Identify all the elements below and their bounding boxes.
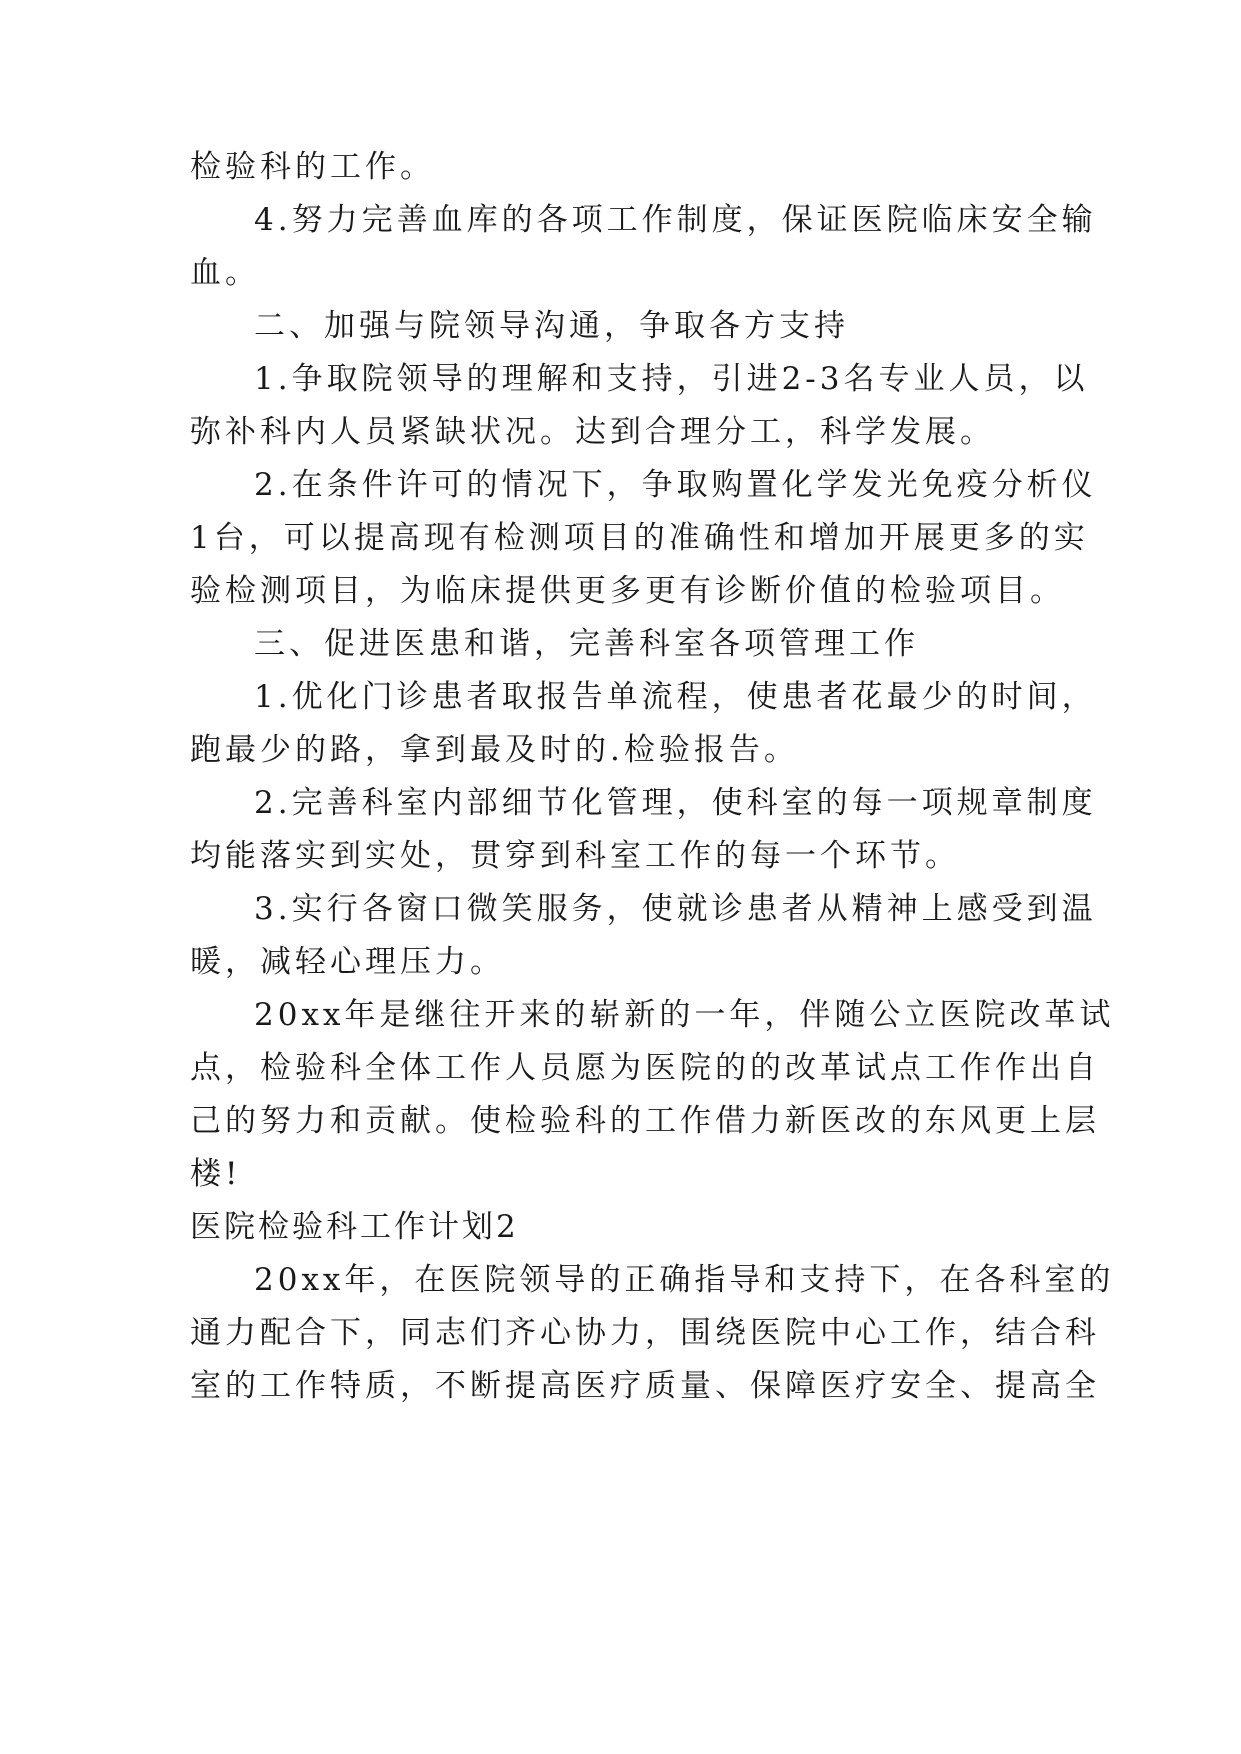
text-line: 1.争取院领导的理解和支持，引进2-3名专业人员，以 <box>254 361 1089 397</box>
document-title: 医院检验科工作计划2 <box>190 1209 519 1245</box>
text-line: 己的努力和贡献。使检验科的工作借力新医改的东风更上层 <box>190 1103 1100 1139</box>
text-line: 2.在条件许可的情况下，争取购置化学发光免疫分析仪 <box>254 467 1097 503</box>
text-line: 检验科的工作。 <box>190 149 435 185</box>
text-line: 2.完善科室内部细节化管理，使科室的每一项规章制度 <box>254 785 1097 821</box>
text-line: 室的工作特质，不断提高医疗质量、保障医疗安全、提高全 <box>190 1368 1100 1404</box>
section-heading: 三、促进医患和谐，完善科室各项管理工作 <box>254 626 919 662</box>
text-line: 均能落实到实处，贯穿到科室工作的每一个环节。 <box>190 838 960 874</box>
text-line: 4.努力完善血库的各项工作制度，保证医院临床安全输 <box>254 202 1097 238</box>
section-heading: 二、加强与院领导沟通，争取各方支持 <box>254 308 849 344</box>
text-line: 跑最少的路，拿到最及时的.检验报告。 <box>190 732 799 768</box>
text-line: 1台，可以提高现有检测项目的准确性和增加开展更多的实 <box>190 520 1089 556</box>
text-line: 楼! <box>190 1156 242 1192</box>
text-line: 点，检验科全体工作人员愿为医院的的改革试点工作作出自 <box>190 1050 1100 1086</box>
text-line: 3.实行各窗口微笑服务，使就诊患者从精神上感受到温 <box>254 891 1097 927</box>
text-line: 通力配合下，同志们齐心协力，围绕医院中心工作，结合科 <box>190 1315 1100 1351</box>
text-line: 20xx年是继往开来的崭新的一年，伴随公立医院改革试 <box>254 997 1115 1033</box>
text-line: 20xx年，在医院领导的正确指导和支持下，在各科室的 <box>254 1262 1115 1298</box>
text-line: 暖，减轻心理压力。 <box>190 944 505 980</box>
text-line: 血。 <box>190 255 260 291</box>
text-line: 弥补科内人员紧缺状况。达到合理分工，科学发展。 <box>190 414 995 450</box>
text-line: 1.优化门诊患者取报告单流程，使患者花最少的时间， <box>254 679 1097 715</box>
text-line: 验检测项目，为临床提供更多更有诊断价值的检验项目。 <box>190 573 1065 609</box>
